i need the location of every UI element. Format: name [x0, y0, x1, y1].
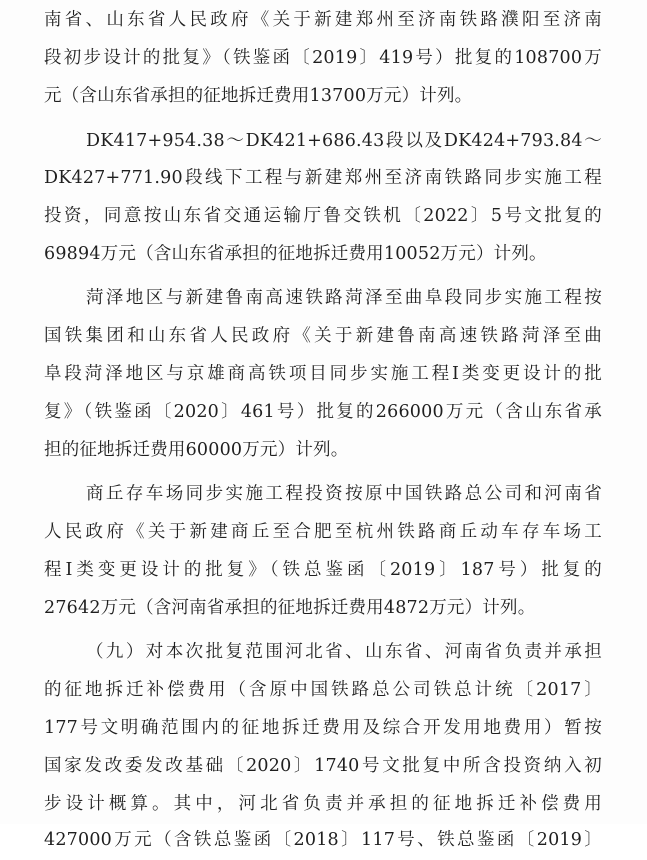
text-line: 国家发改委发改基础〔2020〕1740号文批复中所含投资纳入初 — [44, 756, 602, 776]
text-line: 步设计概算。其中，河北省负责并承担的征地拆迁补偿费用 — [44, 794, 602, 814]
text-line: 177号文明确范围内的征地拆迁费用及综合开发用地费用）暂按 — [44, 718, 602, 738]
text-line: DK427+771.90段线下工程与新建郑州至济南铁路同步实施工程 — [44, 168, 602, 188]
text-line: DK417+954.38～DK421+686.43段以及DK424+793.84～ — [86, 131, 602, 151]
text-line: 南省、山东省人民政府《关于新建郑州至济南铁路濮阳至济南 — [44, 10, 602, 30]
text-line: 国铁集团和山东省人民政府《关于新建鲁南高速铁路菏泽至曲 — [44, 326, 602, 346]
text-line: 元（含山东省承担的征地拆迁费用13700万元）计列。 — [44, 86, 473, 106]
text-line: 段初步设计的批复》（铁鉴函〔2019〕419号）批复的108700万 — [44, 48, 602, 68]
text-line-cut — [44, 820, 602, 850]
text-line: 商丘存车场同步实施工程投资按原中国铁路总公司和河南省 — [86, 484, 602, 504]
text-line: 69894万元（含山东省承担的征地拆迁费用10052万元）计列。 — [44, 244, 547, 264]
text-line: 人民政府《关于新建商丘至合肥至杭州铁路商丘动车存车场工 — [44, 522, 602, 542]
text-line: （九）对本次批复范围河北省、山东省、河南省负责并承担 — [86, 642, 602, 662]
text-line: 阜段菏泽地区与京雄商高铁项目同步实施工程Ⅰ类变更设计的批 — [44, 364, 602, 384]
text-line: 的征地拆迁补偿费用（含原中国铁路总公司铁总计统〔2017〕 — [44, 680, 602, 700]
text-line: 担的征地拆迁费用60000万元）计列。 — [44, 440, 349, 460]
text-line: 菏泽地区与新建鲁南高速铁路菏泽至曲阜段同步实施工程按 — [86, 288, 602, 308]
text-line: 27642万元（含河南省承担的征地拆迁费用4872万元）计列。 — [44, 598, 536, 618]
text-line: 427000万元（含铁总鉴函〔2018〕117号、铁总鉴函〔2019〕 — [44, 830, 602, 850]
text-line: 复》（铁鉴函〔2020〕461号）批复的266000万元（含山东省承 — [44, 402, 602, 422]
text-line: 程Ⅰ类变更设计的批复》（铁总鉴函〔2019〕187号）批复的 — [44, 560, 602, 580]
text-line: 投资，同意按山东省交通运输厅鲁交铁机〔2022〕5号文批复的 — [44, 206, 602, 226]
